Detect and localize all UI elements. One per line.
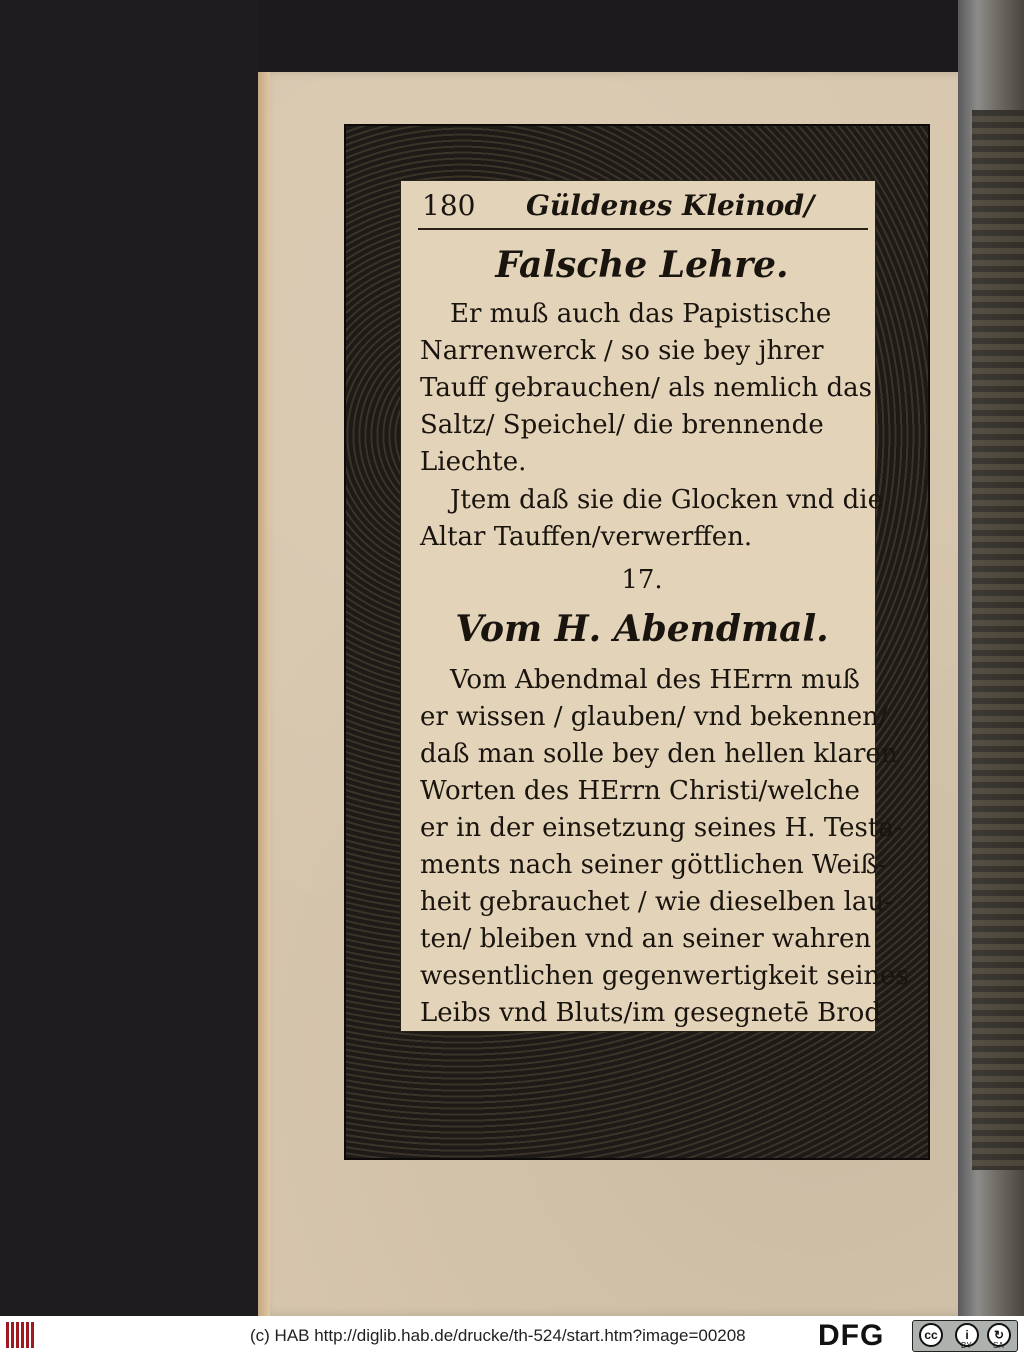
paragraph-1 (420, 296, 873, 481)
heading-vom-abendmal: Vom H. Abendmal. (455, 608, 829, 650)
by-icon: i (955, 1323, 979, 1347)
heading-falsche-lehre: Falsche Lehre. (495, 244, 789, 286)
text-line: Altar Tauffen/verwerffen. (420, 522, 753, 552)
hab-logo-icon (6, 1322, 40, 1350)
page-fore-edge (258, 72, 270, 1316)
text-line: Narrenwerck / so sie bey jhrer (420, 336, 824, 366)
sa-label: SA (993, 1341, 1004, 1350)
paragraph-3 (420, 662, 909, 1032)
paragraph-2 (420, 482, 884, 556)
sa-icon: ↻ (987, 1323, 1011, 1347)
dfg-logo: DFG (818, 1319, 885, 1352)
copyright-link[interactable]: (c) HAB http://diglib.hab.de/drucke/th-524/start.htm?image=00208 (250, 1326, 746, 1345)
text-line: Er muß auch das Papistische (450, 299, 832, 329)
cc-license-badge[interactable] (912, 1320, 1018, 1352)
text-line: daß man solle bey den hellen klaren (420, 739, 898, 769)
cc-icon: cc (919, 1323, 943, 1347)
dark-background-left (0, 0, 258, 1316)
text-line: er in der einsetzung seines H. Testa- (420, 813, 903, 843)
viewer-footer (0, 1316, 1024, 1355)
text-line: Leibs vnd Bluts/im gesegnetē Brod (420, 998, 881, 1028)
running-head (422, 186, 862, 226)
adjacent-page-edge (972, 110, 1024, 1170)
page-text (412, 184, 909, 1028)
section-number: 17. (621, 565, 663, 595)
text-line: ten/ bleiben vnd an seiner wahren (420, 924, 872, 954)
text-line: Liechte. (420, 447, 527, 477)
text-line: Tauff gebrauchen/ als nemlich das (420, 373, 873, 403)
text-line: heit gebrauchet / wie dieselben lau- (420, 887, 893, 917)
text-line: Vom Abendmal des HErrn muß (450, 665, 860, 695)
text-line: ments nach seiner göttlichen Weiß- (420, 850, 887, 880)
text-line: Worten des HErrn Christi/welche (420, 776, 860, 806)
text-line: Jtem daß sie die Glocken vnd die (450, 485, 884, 515)
by-label: BY (961, 1341, 972, 1350)
page-number: 180 (422, 189, 476, 222)
text-line: Saltz/ Speichel/ die brennende (420, 410, 824, 440)
head-rule (418, 228, 868, 230)
text-line: wesentlichen gegenwertigkeit seines (420, 961, 909, 991)
running-title: Güldenes Kleinod/ (526, 189, 815, 222)
text-line: er wissen / glauben/ vnd bekennen/ (420, 702, 888, 732)
